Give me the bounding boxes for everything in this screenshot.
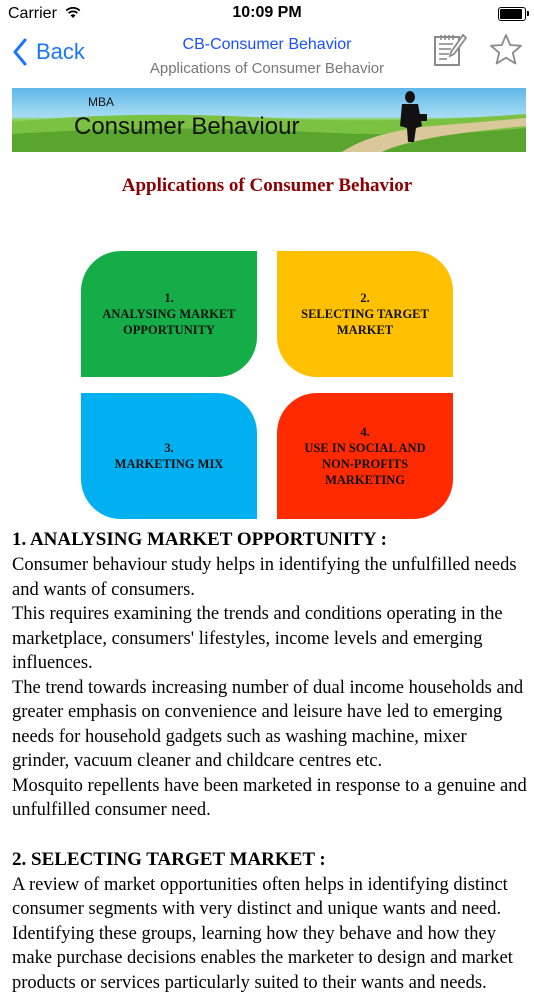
quadrant-label: 4. USE IN SOCIAL AND NON-PROFITS MARKETING bbox=[304, 424, 425, 488]
article-body bbox=[12, 527, 527, 995]
quadrant-analysing-market-opportunity bbox=[81, 251, 257, 377]
section-heading: 2. SELECTING TARGET MARKET : bbox=[12, 847, 527, 873]
battery-icon bbox=[498, 7, 526, 21]
banner-mba-text: MBA bbox=[88, 95, 114, 109]
paragraph: Identifying these groups, learning how they behave and how they make purchase decisions enables the marketer to design and market products or services particularly suited to their wants and needs. bbox=[12, 922, 527, 995]
spacer bbox=[12, 823, 527, 847]
section-heading: 1. ANALYSING MARKET OPPORTUNITY : bbox=[12, 527, 527, 553]
star-icon[interactable] bbox=[488, 32, 524, 68]
quadrant-marketing-mix bbox=[81, 393, 257, 519]
paragraph: Mosquito repellents have been marketed in response to a genuine and unfulfilled consumer need. bbox=[12, 774, 527, 823]
note-edit-icon[interactable] bbox=[432, 32, 468, 68]
quadrant-label: 1. ANALYSING MARKET OPPORTUNITY bbox=[102, 290, 235, 338]
paragraph: A review of market opportunities often helps in identifying distinct consumer segments with very distinct and unique wants and need. bbox=[12, 873, 527, 922]
back-label: Back bbox=[36, 39, 85, 65]
quadrant-social-nonprofit-marketing bbox=[277, 393, 453, 519]
page-title: Applications of Consumer Behavior bbox=[0, 175, 534, 197]
nav-subtitle: Applications of Consumer Behavior bbox=[0, 60, 534, 77]
carrier-label: Carrier bbox=[8, 5, 57, 23]
quadrant-label: 2. SELECTING TARGET MARKET bbox=[301, 290, 429, 338]
mba-banner-image bbox=[12, 88, 526, 152]
paragraph: Consumer behaviour study helps in identifying the unfulfilled needs and wants of consumers. bbox=[12, 553, 527, 602]
quadrant-label: 3. MARKETING MIX bbox=[115, 440, 224, 472]
status-bar bbox=[0, 0, 534, 28]
clock: 10:09 PM bbox=[0, 4, 534, 22]
navigation-bar bbox=[0, 28, 534, 80]
quadrant-selecting-target-market bbox=[277, 251, 453, 377]
paragraph: This requires examining the trends and conditions operating in the marketplace, consumers' lifestyles, income levels and emerging influences. bbox=[12, 602, 527, 676]
paragraph: The trend towards increasing number of dual income households and greater emphasis on convenience and leisure have led to emerging needs for household gadgets such as washing machine, mixer grinder, vacuum cleaner and childcare centres etc. bbox=[12, 676, 527, 774]
nav-title: CB-Consumer Behavior bbox=[0, 36, 534, 54]
banner-title: Consumer Behaviour bbox=[74, 113, 299, 141]
